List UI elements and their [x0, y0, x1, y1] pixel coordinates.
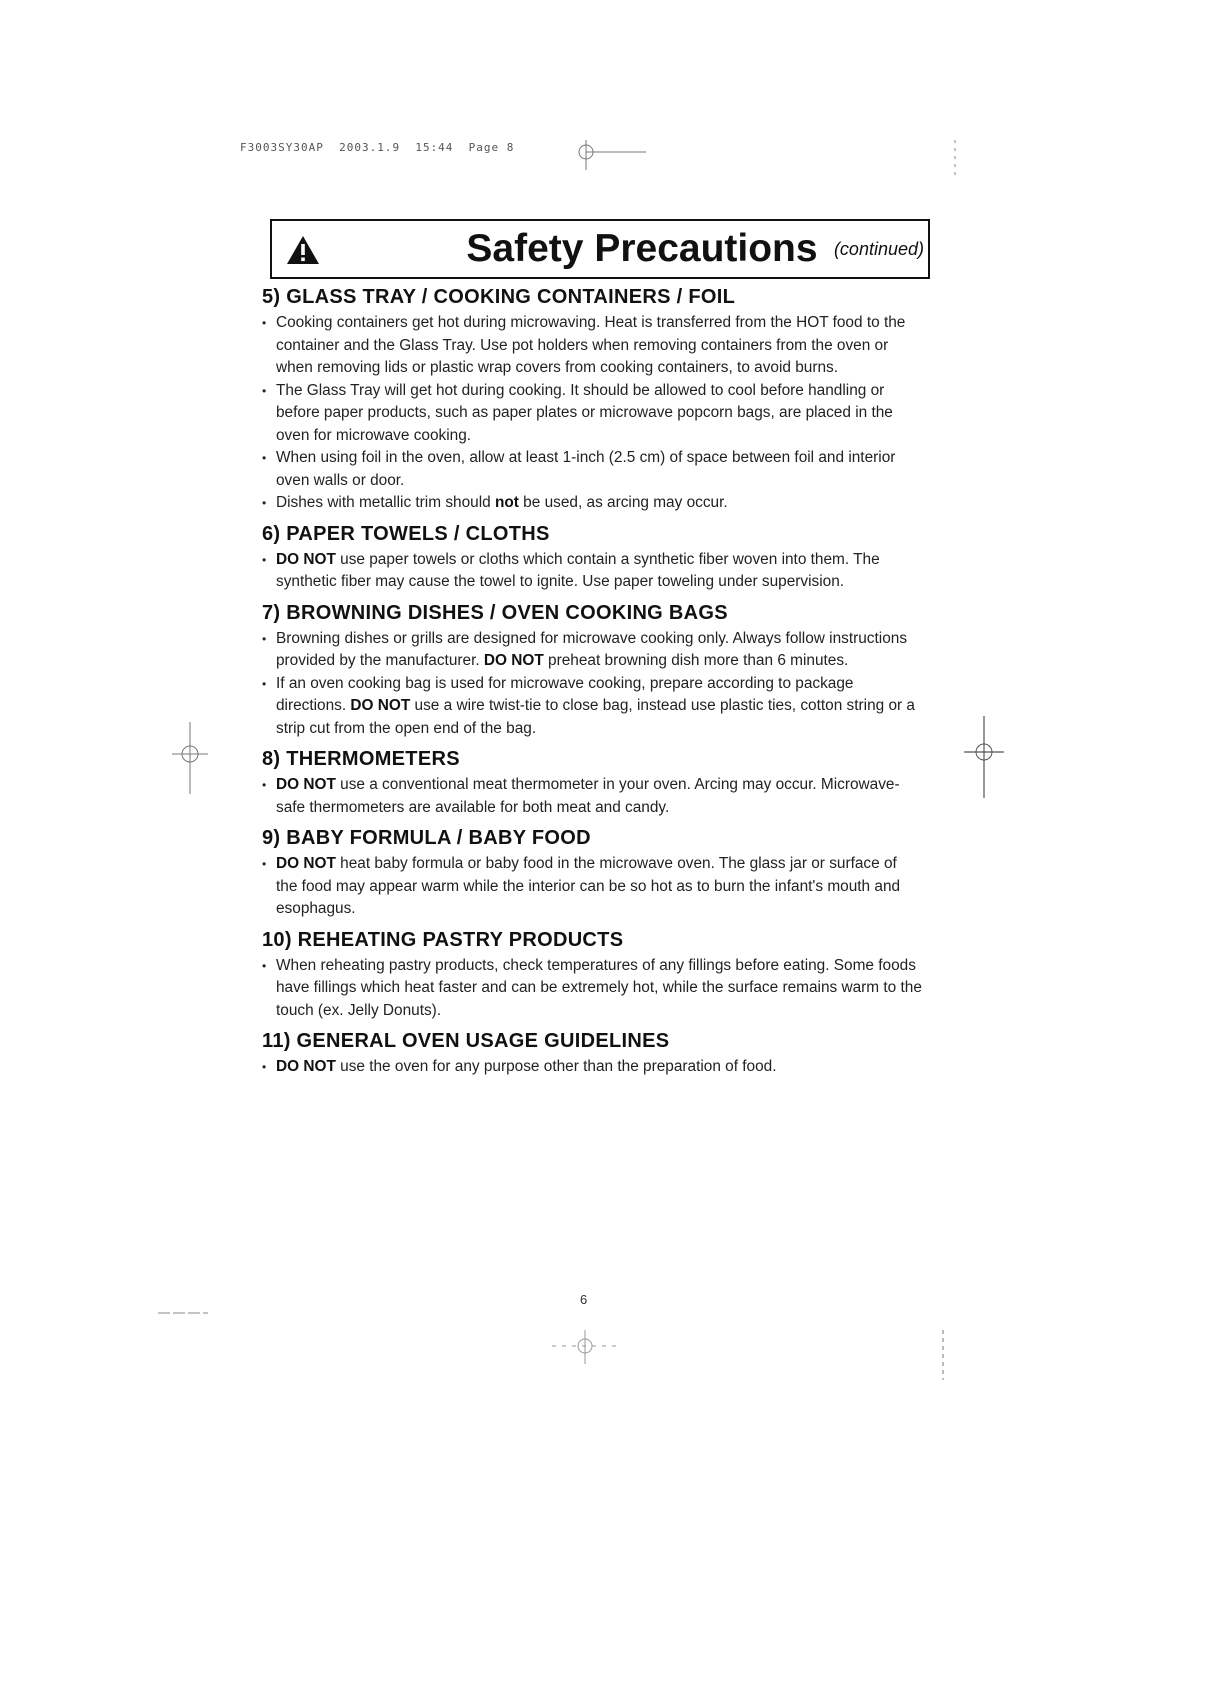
bullet-text: Cooking containers get hot during microwaving. Heat is transferred from the HOT food to the container and the Glass Tray. Use pot holders when removing containers from the oven or when removing lids or plastic wrap covers from cooking containers, to avoid burns. — [276, 314, 906, 376]
emphasis-text: DO NOT — [276, 1058, 336, 1075]
bullet-text: use the oven for any purpose other than the preparation of food. — [335, 1058, 777, 1075]
bullet-item — [262, 774, 922, 819]
bullet-item — [262, 673, 922, 741]
section-heading: 6) PAPER TOWELS / CLOTHS — [262, 522, 550, 545]
bullet-text: When reheating pastry products, check temperatures of any fillings before eating. Some foods have fillings which heat faster and can be extremely hot, while the surface remains warm to the touch (ex. Jelly Donuts). — [276, 956, 922, 1019]
section-heading: 5) GLASS TRAY / COOKING CONTAINERS / FOIL — [262, 286, 736, 308]
registration-mark-bottom-icon — [540, 1328, 630, 1368]
bullet-text: Dishes with metallic trim should — [276, 494, 495, 511]
bullet-item — [262, 853, 922, 921]
bullet-text: The Glass Tray will get hot during cooking. It should be allowed to cool before handling or before paper products, such as paper plates or microwave popcorn bags, are placed in the oven for microwave cooking. — [276, 381, 893, 444]
page-number: 6 — [580, 1292, 588, 1307]
section — [262, 284, 922, 515]
section-heading: 9) BABY FORMULA / BABY FOOD — [262, 827, 591, 849]
safety-content — [262, 284, 922, 1085]
section-heading: 10) REHEATING PASTRY PRODUCTS — [262, 928, 624, 951]
bullet-text: If an oven cooking bag is used for microwave cooking, prepare according to package directions. — [276, 674, 854, 714]
title-banner — [270, 219, 930, 279]
emphasis-text: DO NOT — [276, 776, 336, 793]
registration-mark-left-icon — [170, 718, 210, 798]
bullet-item — [262, 955, 922, 1023]
bullet-item — [262, 492, 922, 515]
page-title: Safety Precautions — [466, 227, 818, 270]
emphasis-text: DO NOT — [483, 652, 544, 669]
section-heading: 7) BROWNING DISHES / OVEN COOKING BAGS — [262, 601, 728, 624]
section — [262, 600, 922, 741]
warning-triangle-icon — [286, 235, 320, 265]
bullet-item — [262, 312, 922, 380]
section-heading: 8) THERMOMETERS — [262, 748, 460, 770]
bullet-item — [262, 1056, 922, 1079]
crop-mark-bottom-right-icon — [940, 1330, 946, 1380]
bullet-text: Browning dishes or grills are designed for microwave cooking only. Always follow instructions provided by the manufacturer. — [276, 629, 908, 669]
bullet-text: use a wire twist-tie to close bag, instead use plastic ties, cotton string or a strip cut from the open end of the bag. — [276, 697, 915, 737]
bullet-item — [262, 447, 922, 492]
bullet-text: heat baby formula or baby food in the microwave oven. The glass jar or surface of the food may appear warm while the interior can be so hot as to burn the infant's mouth and esophagus. — [276, 855, 901, 917]
print-header: F3003SY30AP 2003.1.9 15:44 Page 8 — [240, 141, 515, 154]
emphasis-text: not — [494, 494, 519, 511]
section — [262, 521, 922, 594]
registration-mark-right-icon — [960, 714, 1006, 800]
bullet-text: be used, as arcing may occur. — [518, 494, 728, 511]
bullet-text: use paper towels or cloths which contain a synthetic fiber woven into them. The synthetic fiber may cause the towel to ignite. Use paper toweling under supervision. — [276, 550, 880, 590]
title-continued-label: (continued) — [833, 239, 924, 259]
emphasis-text: DO NOT — [276, 550, 336, 568]
registration-mark-top-icon — [568, 136, 648, 176]
section — [262, 927, 922, 1023]
bullet-text: When using foil in the oven, allow at least 1-inch (2.5 cm) of space between foil and interior oven walls or door. — [276, 449, 896, 489]
bullet-item — [262, 380, 922, 448]
emphasis-text: DO NOT — [350, 697, 411, 714]
section — [262, 825, 922, 921]
bullet-item — [262, 628, 922, 673]
section-heading: 11) GENERAL OVEN USAGE GUIDELINES — [262, 1030, 670, 1052]
bullet-item — [262, 549, 922, 594]
bullet-text: preheat browning dish more than 6 minutes. — [543, 652, 849, 669]
bullet-text: use a conventional meat thermometer in your oven. Arcing may occur. Microwave-safe thermometers are available for both meat and candy. — [276, 776, 900, 816]
emphasis-text: DO NOT — [276, 855, 336, 872]
crop-mark-top-right-icon — [952, 140, 958, 180]
crop-mark-bottom-left-icon — [158, 1310, 208, 1316]
section — [262, 746, 922, 819]
section — [262, 1028, 922, 1079]
